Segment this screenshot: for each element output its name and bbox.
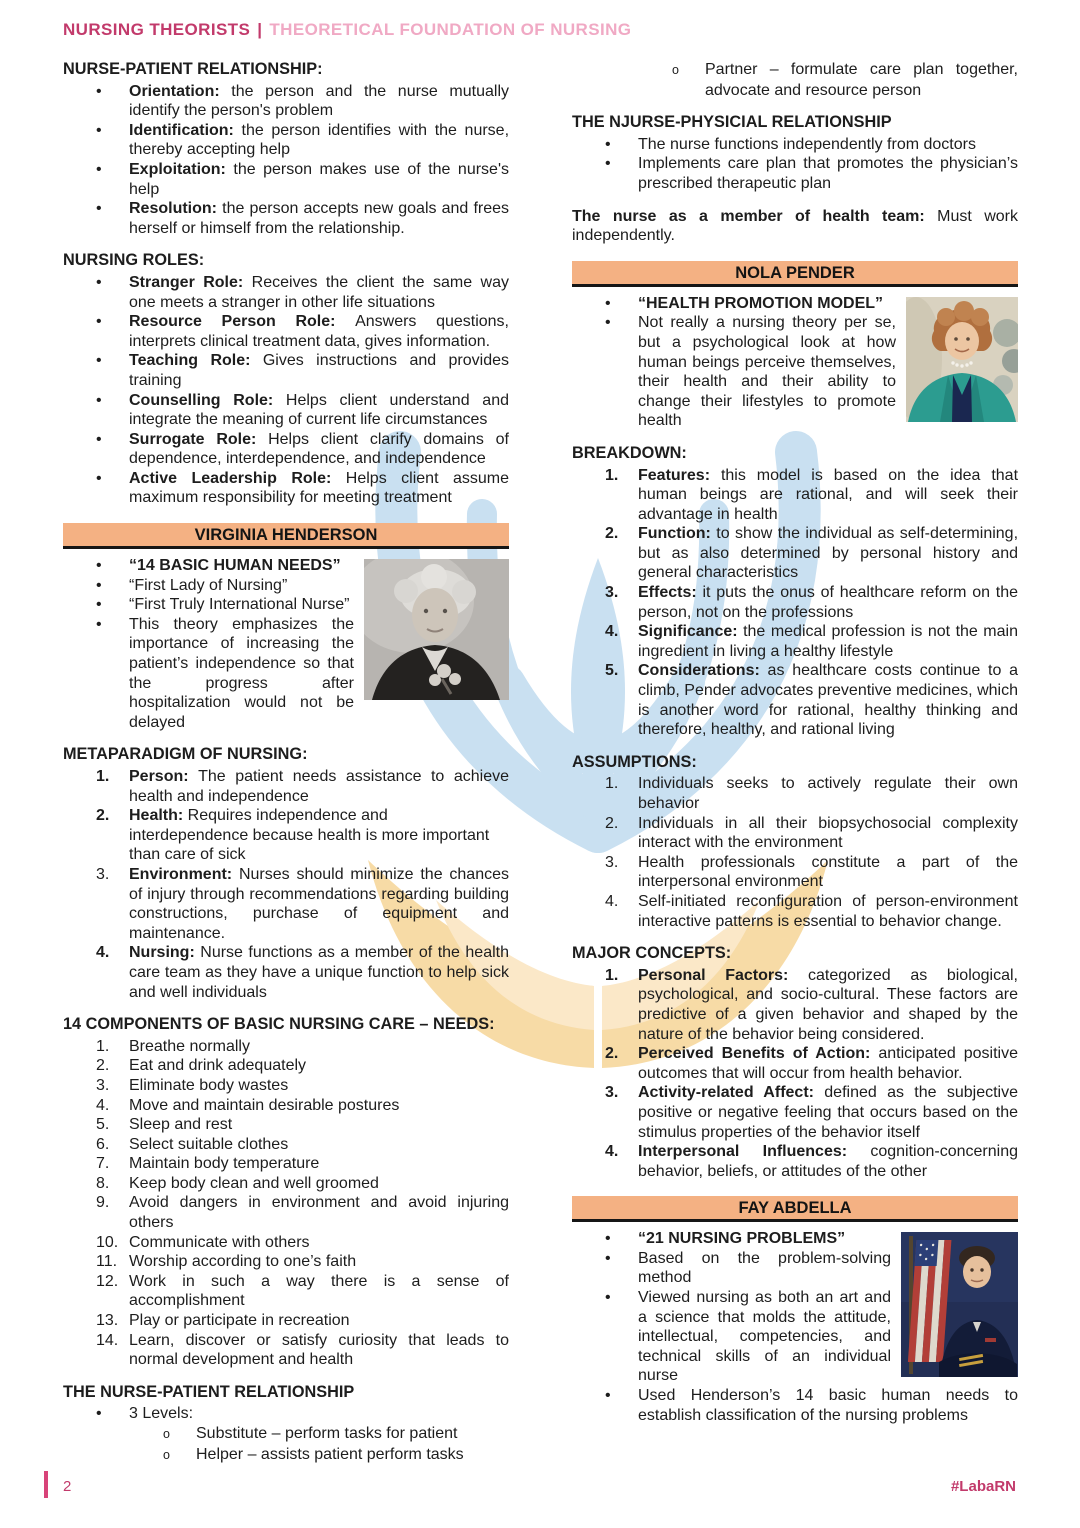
item-number: 2. [605, 1045, 619, 1063]
item-number: 11. [96, 1253, 118, 1271]
item-text: “21 NURSING PROBLEMS” [638, 1230, 846, 1248]
item-lead: Stranger Role: [129, 273, 252, 291]
nola-pender-photo [906, 297, 1018, 422]
item-lead: Resource Person Role: [129, 313, 356, 331]
section-heading: ASSUMPTIONS: [572, 752, 697, 771]
list-item: 2. Individuals in all their biopsychosocial complexity interact with the environment [605, 814, 1018, 852]
item-number: 4. [605, 1143, 619, 1161]
list-item: 12. Work in such a way there is a sense of accomplishment [96, 1272, 509, 1310]
section-heading: MAJOR CONCEPTS: [572, 944, 732, 963]
item-lead: Identification: [129, 121, 242, 139]
item-number: 3. [605, 584, 619, 602]
bullet-marker: • [96, 121, 102, 139]
item-number: 1. [605, 466, 619, 484]
page-number: 2 [63, 1478, 72, 1495]
list-item: 3. Activity-related Affect: defined as the subjective positive or negative feeling that occurs based on the stimulus properties of the behavior itself [605, 1084, 1018, 1141]
list-block [572, 60, 1018, 100]
list-item: 7. Maintain body temperature [96, 1155, 320, 1173]
section-heading: 14 COMPONENTS OF BASIC NURSING CARE – NEEDS: [63, 1015, 495, 1034]
list-item: • Counselling Role: Helps client understand and integrate the meaning of current life circumstances [96, 391, 509, 429]
list-block [572, 966, 1018, 1182]
item-lead: Perceived Benefits of Action: [638, 1045, 879, 1063]
item-number: 4. [96, 1096, 110, 1114]
bullet-marker: • [96, 615, 102, 633]
item-lead: Effects: [638, 584, 703, 602]
list-item: 1. Personal Factors: categorized as biological, psychological, and socio-cultural. These factors are predictive of a given behavior and shaped by the nature of the behavior being considered. [605, 966, 1018, 1043]
item-lead: Considerations: [638, 662, 768, 680]
right-column [572, 60, 1018, 1425]
item-number: 2. [96, 807, 110, 825]
list-item: • Stranger Role: Receives the client the same way one meets a stranger in other life situations [96, 273, 510, 311]
theorist-banner: NOLA PENDER [572, 261, 1018, 287]
footer-hashtag: #LabaRN [950, 1478, 1016, 1495]
list-block [572, 1229, 1018, 1425]
list-block [572, 294, 1018, 431]
list-item: o Substitute – perform tasks for patient [63, 1424, 509, 1445]
list-item: • Implements care plan that promotes the physician’s prescribed therapeutic plan [605, 155, 1018, 192]
list-block [63, 1404, 509, 1465]
item-lead: Person: [129, 768, 199, 785]
virginia-henderson-photo [364, 559, 509, 700]
item-number: 2. [605, 814, 619, 832]
list-item: • Exploitation: the person makes use of the nurse's help [96, 160, 510, 198]
bullet-marker: • [96, 430, 102, 448]
bullet-marker: • [605, 314, 611, 332]
bullet-marker: • [96, 82, 102, 100]
list-item: 2. Function: to show the individual as self-determining, but as also determined by personal history and general characteristics [605, 525, 1019, 582]
list-item: • Used Henderson’s 14 basic human needs to establish classification of the nursing problems [605, 1387, 1018, 1424]
list-item: 3. Environment: Nurses should minimize the chances of injury through recommendations regarding building constructions, purchase of equipment and maintenance. [96, 865, 509, 942]
list-item: • Based on the problem-solving method [605, 1249, 891, 1287]
list-item: • Active Leadership Role: Helps client assume maximum responsibility for meeting treatment [96, 469, 510, 507]
bullet-marker: • [96, 160, 102, 178]
item-number: 3. [605, 853, 619, 871]
document-subtitle: THEORETICAL FOUNDATION OF NURSING [269, 20, 632, 39]
bullet-marker: • [96, 1405, 102, 1423]
list-item: • Identification: the person identifies with the nurse, thereby accepting help [96, 121, 510, 159]
section-heading: METAPARADIGM OF NURSING: [63, 745, 308, 764]
list-block [63, 1037, 509, 1370]
bullet-marker: o [163, 1427, 170, 1441]
item-lead: Counselling Role: [129, 391, 286, 409]
bullet-marker: • [605, 135, 611, 153]
bullet-marker: • [96, 469, 102, 487]
item-lead: Activity-related Affect: [638, 1084, 825, 1102]
item-number: 4. [605, 623, 619, 641]
item-lead: Features: [638, 466, 721, 484]
item-lead: Orientation: [129, 82, 232, 100]
list-block [572, 466, 1018, 740]
bullet-marker: • [605, 1289, 611, 1307]
item-number: 1. [605, 966, 619, 984]
list-item: 5. Considerations: as healthcare costs continue to a climb, Pender advocates preventive medicines, which is another word for rational, healthy thinking and therefore, healthy, and rational living [605, 662, 1019, 739]
bullet-marker: • [96, 576, 102, 594]
list-item: • Resource Person Role: Answers questions, interprets clinical treatment data, gives information. [96, 313, 510, 350]
list-item: • “First Truly International Nurse” [96, 596, 350, 614]
list-item: 10. Communicate with others [96, 1233, 310, 1251]
list-block [572, 774, 1018, 931]
theorist-banner: VIRGINIA HENDERSON [63, 523, 509, 549]
bullet-marker: • [605, 1249, 611, 1267]
list-item: 6. Select suitable clothes [96, 1135, 289, 1153]
list-item: • “First Lady of Nursing” [96, 576, 288, 594]
list-item: 3. Effects: it puts the onus of healthcare reform on the person, not on the professions [605, 584, 1018, 621]
list-block [63, 556, 509, 732]
list-item: 5. Sleep and rest [96, 1116, 233, 1134]
list-item: 3. Health professionals constitute a part of the interpersonal environment [605, 853, 1018, 891]
section-heading: THE NJURSE-PHYSICIAL RELATIONSHIP [572, 113, 892, 132]
item-lead: Significance: [638, 623, 744, 641]
item-number: 9. [96, 1194, 110, 1212]
item-lead: Health: [129, 807, 188, 825]
item-number: 3. [605, 1084, 619, 1102]
document-header [63, 20, 631, 40]
list-item: 9. Avoid dangers in environment and avoid injuring others [96, 1194, 509, 1232]
item-number: 12. [96, 1272, 119, 1290]
item-lead: Active Leadership Role: [129, 469, 346, 487]
list-item: • Viewed nursing as both an art and a science that molds the attitude, intellectual, competencies, and technical skills of an individual nurse [605, 1289, 891, 1385]
list-block [63, 767, 509, 1002]
paragraph: The nurse as a member of health team: Must work independently. [572, 207, 1019, 245]
bullet-marker: • [96, 352, 102, 370]
item-number: 4. [96, 944, 110, 962]
item-number: 8. [96, 1174, 110, 1192]
list-item: 4. Self-initiated reconfiguration of person-environment interactive patterns is essential to behavior change. [605, 892, 1018, 930]
list-item: 1. Person: The patient needs assistance to achieve health and independence [96, 768, 509, 805]
bullet-marker: • [96, 313, 102, 331]
bullet-marker: • [605, 1230, 611, 1248]
list-item: 14. Learn, discover or satisfy curiosity that leads to normal development and health [96, 1331, 509, 1369]
item-number: 1. [96, 768, 110, 785]
item-lead: Personal Factors: [638, 966, 808, 984]
list-item: • Teaching Role: Gives instructions and provides training [96, 352, 510, 389]
list-item: 2. Eat and drink adequately [96, 1057, 307, 1075]
list-item: • Not really a nursing theory per se, but a psychological look at how human beings perceive themselves, their health and their ability to change their lifestyles to promote health [605, 314, 896, 430]
list-item: • Orientation: the person and the nurse mutually identify the person's problem [96, 82, 510, 120]
item-lead: Surrogate Role: [129, 430, 269, 448]
bullet-marker: • [605, 294, 611, 312]
item-lead: Environment: [129, 865, 239, 883]
list-item: 4. Nursing: Nurse functions as a member of the health care team as they have a unique function to help sick and well individuals [96, 944, 510, 1001]
paragraph-lead: The nurse as a member of health team: [572, 207, 938, 225]
item-number: 13. [96, 1312, 119, 1330]
document-brand: NURSING THEORISTS [63, 20, 251, 39]
item-number: 6. [96, 1135, 110, 1153]
item-number: 3. [96, 1076, 110, 1094]
item-lead: Teaching Role: [129, 352, 263, 370]
list-item: o Helper – assists patient perform tasks [63, 1445, 509, 1466]
bullet-marker: • [605, 155, 611, 173]
list-item: o Partner – formulate care plan together, advocate and resource person [672, 61, 1018, 99]
section-heading: NURSE-PATIENT RELATIONSHIP: [63, 60, 323, 78]
bullet-marker: • [96, 391, 102, 409]
header-separator: | [257, 20, 263, 39]
list-item: 4. Move and maintain desirable postures [96, 1096, 400, 1114]
footer-accent-bar [44, 1471, 48, 1498]
bullet-marker: • [96, 273, 102, 291]
item-lead: Exploitation: [129, 160, 234, 178]
section-heading: THE NURSE-PATIENT RELATIONSHIP [63, 1382, 355, 1401]
item-number: 1. [96, 1037, 110, 1055]
item-number: 2. [605, 525, 619, 543]
theorist-banner: FAY ABDELLA [572, 1196, 1018, 1222]
list-item: 13. Play or participate in recreation [96, 1312, 350, 1330]
list-item: 3. Eliminate body wastes [96, 1076, 289, 1094]
list-item: 1. Features: this model is based on the idea that human beings are rational, and will seek their advantage in health [605, 466, 1019, 523]
item-number: 2. [96, 1057, 110, 1075]
item-text: “14 BASIC HUMAN NEEDS” [129, 557, 341, 575]
list-block [63, 273, 509, 508]
section-heading: BREAKDOWN: [572, 443, 687, 462]
item-number: 1. [605, 775, 619, 793]
item-text: “HEALTH PROMOTION MODEL” [638, 294, 884, 312]
item-number: 10. [96, 1233, 119, 1251]
list-item: 4. Interpersonal Influences: cognition-concerning behavior, beliefs, or attitudes of the other [605, 1143, 1018, 1180]
item-number: 14. [96, 1331, 119, 1349]
item-lead: Resolution: [129, 200, 223, 218]
bullet-marker: • [605, 1387, 611, 1405]
item-number: 7. [96, 1155, 110, 1173]
section-heading: NURSING ROLES: [63, 251, 205, 270]
list-item: 2. Health: Requires independence and interdependence because health is more important than care of sick [96, 807, 490, 864]
fay-abdella-photo [901, 1232, 1018, 1377]
item-number: 4. [605, 892, 619, 910]
left-column [63, 60, 509, 1465]
bullet-marker: o [163, 1447, 170, 1462]
list-item: • Resolution: the person accepts new goals and frees herself or himself from the relationship. [96, 200, 510, 237]
item-number: 3. [96, 865, 110, 883]
bullet-marker: • [96, 200, 102, 218]
item-number: 5. [96, 1116, 110, 1134]
item-lead: Function: [638, 525, 717, 543]
list-item: • 3 Levels: [96, 1405, 194, 1423]
item-lead: Interpersonal Influences: [638, 1143, 871, 1161]
bullet-marker: o [672, 63, 679, 77]
list-item: • Surrogate Role: Helps client clarify domains of dependence, interdependence, and independence [96, 430, 509, 468]
list-item: 1. Breathe normally [96, 1037, 250, 1055]
item-number: 5. [605, 662, 619, 680]
list-item: 11. Worship according to one’s faith [96, 1253, 357, 1271]
item-lead: Nursing: [129, 944, 201, 962]
list-block [63, 82, 509, 239]
list-item: • This theory emphasizes the importance of increasing the patient’s independence so that the progress after hospitalization would not be delayed [96, 615, 354, 731]
list-item: 1. Individuals seeks to actively regulate their own behavior [605, 775, 1018, 812]
list-block [572, 135, 1018, 194]
bullet-marker: • [96, 596, 102, 614]
list-item: • The nurse functions independently from doctors [605, 135, 976, 153]
list-item: 8. Keep body clean and well groomed [96, 1174, 379, 1192]
list-item: 2. Perceived Benefits of Action: anticipated positive outcomes that will occur from health behavior. [605, 1045, 1019, 1082]
list-item: 4. Significance: the medical profession is not the main ingredient in living a healthy lifestyle [605, 623, 1018, 660]
bullet-marker: • [96, 557, 102, 575]
